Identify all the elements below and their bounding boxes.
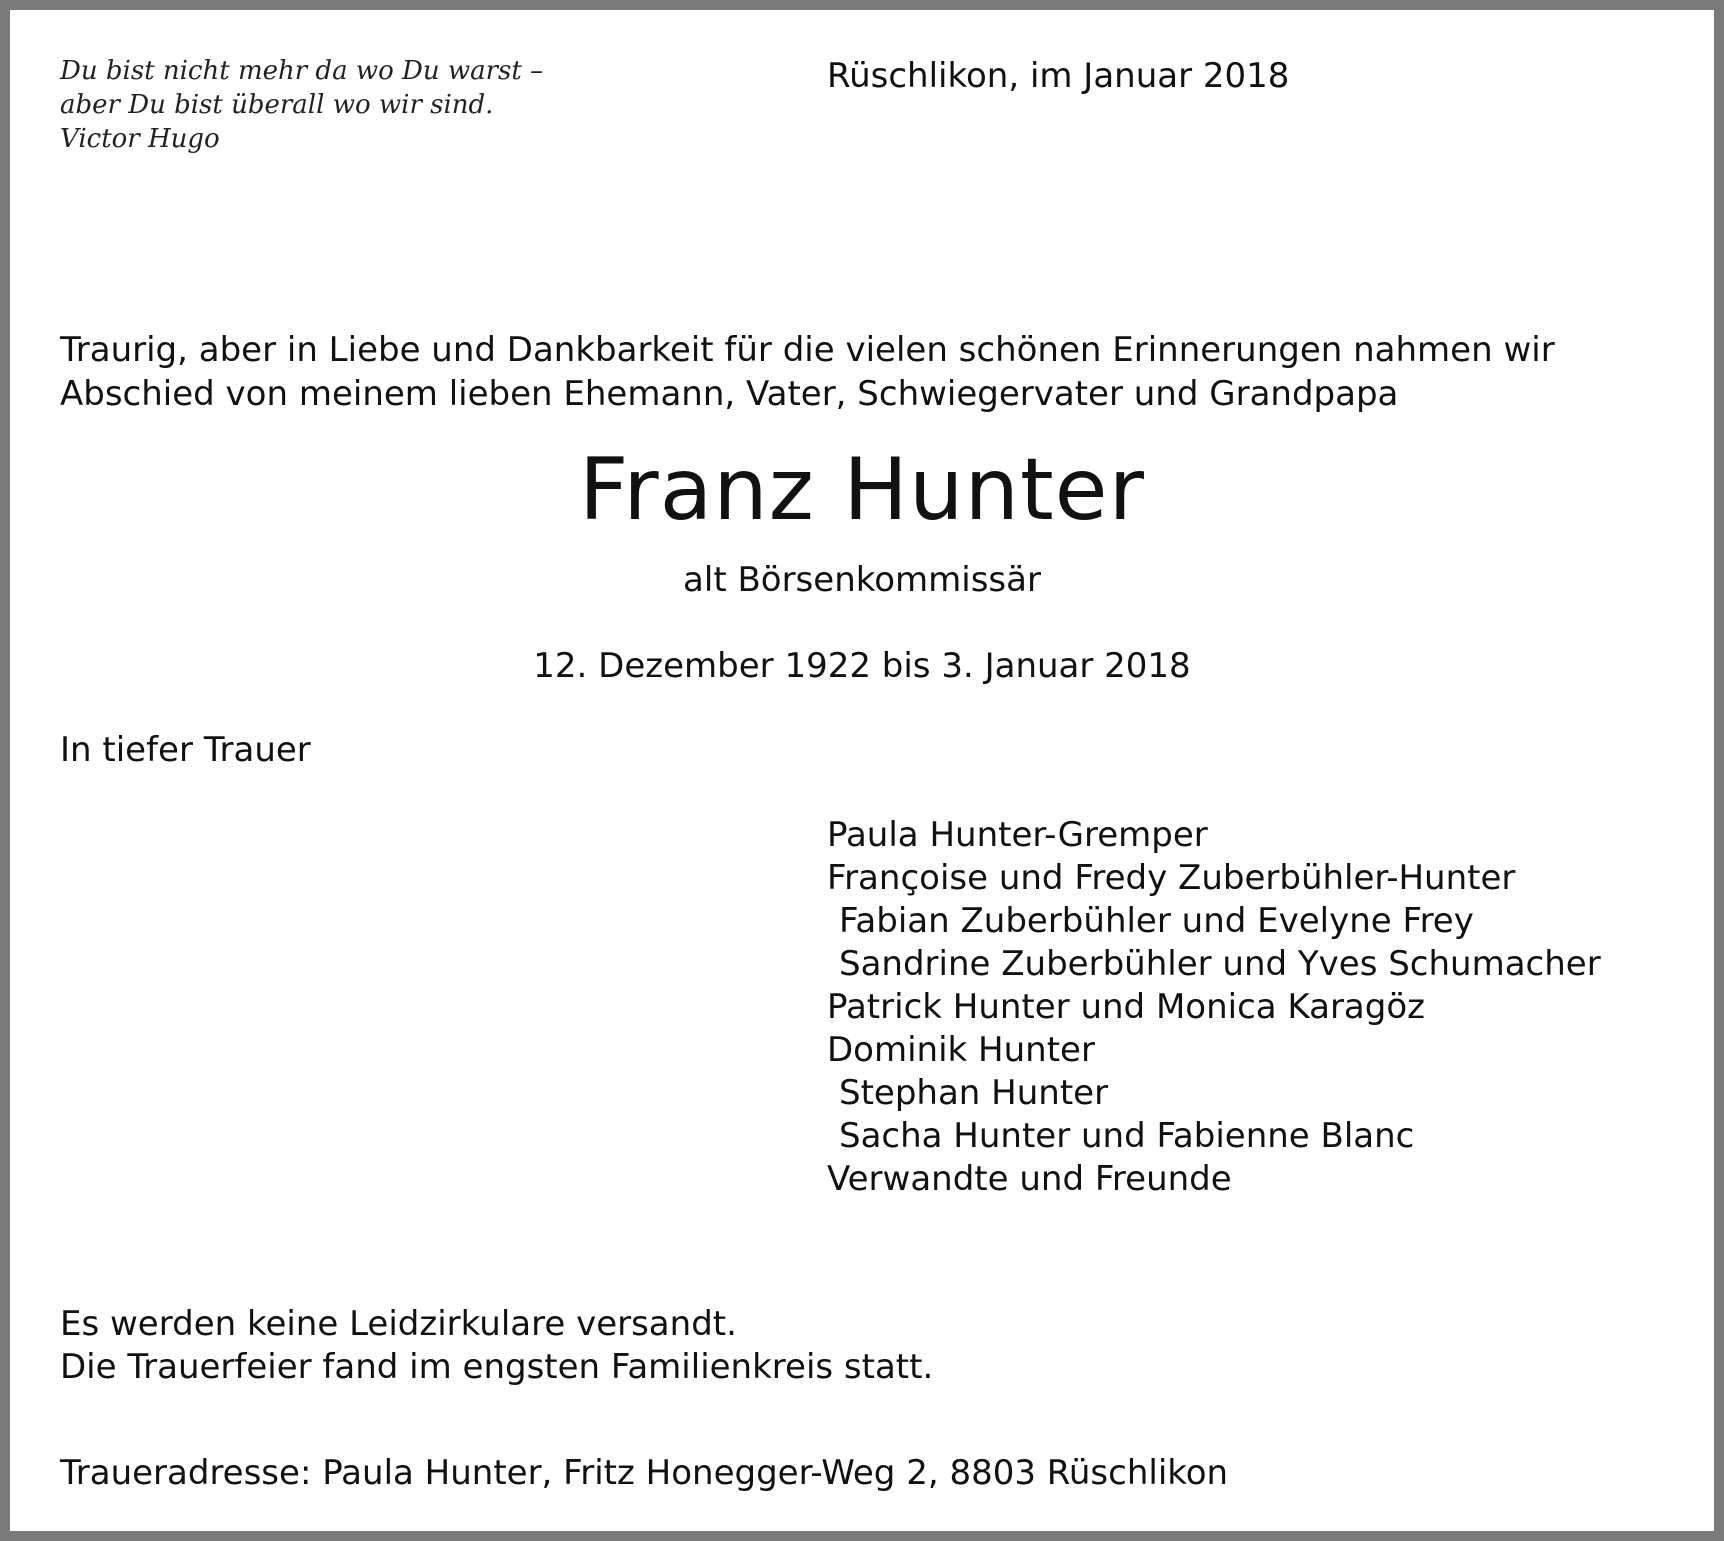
notice-line-1: Es werden keine Leidzirkulare versandt. xyxy=(60,1304,737,1344)
mourner: Dominik Hunter xyxy=(827,1030,1095,1070)
notice-line-2: Die Trauerfeier fand im engsten Familienkreis statt. xyxy=(60,1347,934,1387)
quote-author: Victor Hugo xyxy=(60,124,220,154)
memorial-quote xyxy=(60,54,543,156)
mourner: Sandrine Zuberbühler und Yves Schumacher xyxy=(839,944,1601,984)
quote-line-1: Du bist nicht mehr da wo Du warst – xyxy=(60,56,544,86)
mourner: Sacha Hunter und Fabienne Blanc xyxy=(839,1116,1415,1156)
quote-line-2: aber Du bist überall wo wir sind. xyxy=(60,90,494,120)
mourner: Françoise und Fredy Zuberbühler-Hunter xyxy=(827,858,1516,898)
intro-line-1: Traurig, aber in Liebe und Dankbarkeit für die vielen schönen Erinnerungen nahmen wir xyxy=(60,330,1555,370)
mourner: Patrick Hunter und Monica Karagöz xyxy=(827,987,1425,1027)
deceased-occupation: alt Börsenkommissär xyxy=(683,560,1041,600)
mourning-address: Traueradresse: Paula Hunter, Fritz Honegger-Weg 2, 8803 Rüschlikon xyxy=(60,1453,1229,1493)
place-and-date: Rüschlikon, im Januar 2018 xyxy=(827,56,1290,96)
life-dates: 12. Dezember 1922 bis 3. Januar 2018 xyxy=(533,646,1191,686)
mourner: Verwandte und Freunde xyxy=(827,1159,1232,1199)
mourner: Paula Hunter-Gremper xyxy=(827,815,1208,855)
mourning-label: In tiefer Trauer xyxy=(60,730,311,770)
mourner: Stephan Hunter xyxy=(839,1073,1109,1113)
mourner: Fabian Zuberbühler und Evelyne Frey xyxy=(839,901,1474,941)
funeral-notice xyxy=(60,1303,933,1389)
intro-text xyxy=(60,328,1555,416)
deceased-name: Franz Hunter xyxy=(579,440,1145,540)
intro-line-2: Abschied von meinem lieben Ehemann, Vater, Schwiegervater und Grandpapa xyxy=(60,374,1399,414)
mourners-list xyxy=(827,814,1601,1201)
obituary-card xyxy=(10,10,1714,1531)
